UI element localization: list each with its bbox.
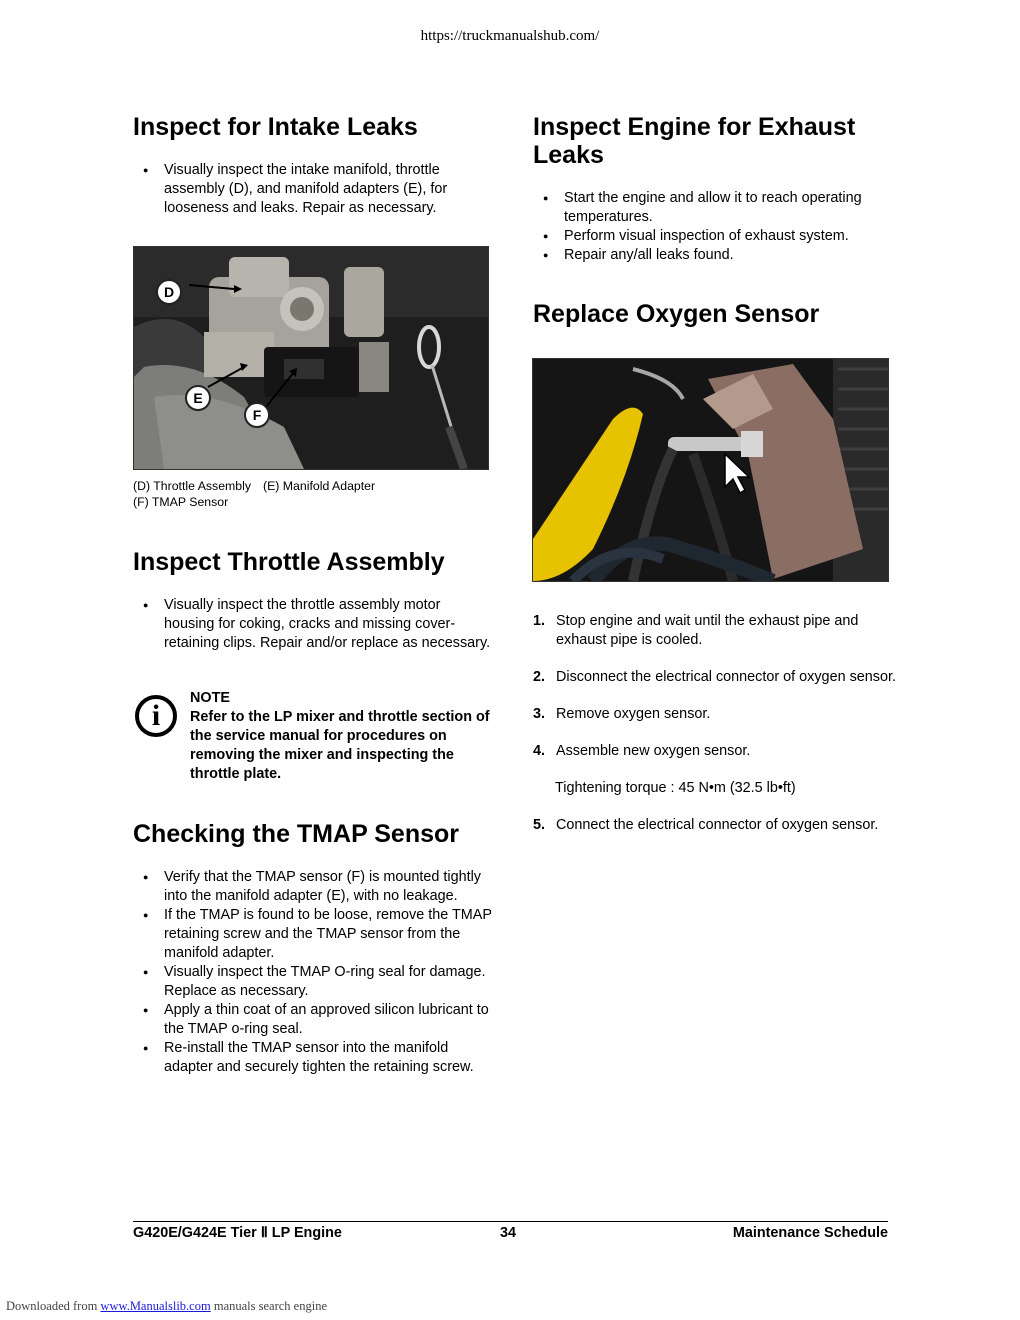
oxygen-steps [533,612,898,853]
callout-e: E [185,385,211,411]
section-exhaust-leaks [533,113,898,265]
step-number: 2. [533,669,546,685]
exhaust-bullets [533,189,898,265]
section-throttle-assembly [133,548,493,653]
heading-throttle-assembly: Inspect Throttle Assembly [133,548,445,576]
step-number: 5. [533,817,546,833]
callout-f: F [244,402,270,428]
list-item: ● Visually inspect the throttle assembly motor housing for coking, cracks and missing cover-retaining clips. Repair and/or replace as necessary. [133,596,493,653]
step-text: Stop engine and wait until the exhaust pipe and exhaust pipe is cooled. [556,613,859,648]
intake-bullets [133,161,493,218]
info-icon: i [135,695,177,737]
heading-oxygen-sensor: Replace Oxygen Sensor [533,300,820,328]
section-tmap-sensor [133,820,493,1077]
download-credit [6,1299,327,1314]
throttle-bullets [133,596,493,653]
caption-throttle-assembly: (D) Throttle Assembly [133,479,251,493]
footer-engine-model: G420E/G424E Tier Ⅱ LP Engine [133,1225,342,1241]
step-number: 3. [533,706,546,722]
callout-d: D [156,279,182,305]
throttle-assembly-photo [133,246,489,470]
step-text: Disconnect the electrical connector of oxygen sensor. [556,669,896,685]
steps-list-continued [533,816,898,835]
steps-list [533,612,898,761]
section-oxygen-sensor [533,300,898,328]
source-url[interactable]: https://truckmanualshub.com/ [420,28,600,44]
step-text: Assemble new oxygen sensor. [556,743,751,759]
caption-manifold-adapter: (E) Manifold Adapter [263,479,376,493]
heading-exhaust-leaks: Inspect Engine for Exhaust Leaks [533,113,856,169]
step-text: Remove oxygen sensor. [556,706,711,722]
manualslib-link[interactable]: www.Manualslib.com [100,1299,211,1313]
note-box [190,689,490,784]
step-text: Connect the electrical connector of oxygen sensor. [556,817,879,833]
heading-intake-leaks: Inspect for Intake Leaks [133,113,418,141]
step-number: 1. [533,613,546,629]
list-item: ● If the TMAP is found to be loose, remove the TMAP retaining screw and the TMAP sensor from the manifold adapter. [133,906,493,963]
exhaust-photo-illustration [533,359,888,581]
heading-tmap-sensor: Checking the TMAP Sensor [133,820,459,848]
tightening-torque: Tightening torque : 45 N•m (32.5 lb•ft) [555,780,796,796]
list-item: ● Visually inspect the intake manifold, throttle assembly (D), and manifold adapters (E), for looseness and leaks. Repair as necessary. [133,161,493,218]
step-item [533,742,898,761]
step-item [533,612,898,650]
list-item: ● Re-install the TMAP sensor into the manifold adapter and securely tighten the retaining screw. [133,1039,493,1077]
engine-photo-illustration [134,247,488,469]
note-heading: NOTE [190,690,230,706]
note-text: Refer to the LP mixer and throttle section of the service manual for procedures on removing the mixer and inspecting the throttle plate. [190,709,490,782]
list-item: ● Visually inspect the TMAP O-ring seal for damage. Replace as necessary. [133,963,493,1001]
page-number: 34 [500,1225,517,1241]
step-item [533,705,898,724]
tmap-bullets [133,868,493,1077]
list-item: ● Apply a thin coat of an approved silicon lubricant to the TMAP o-ring seal. [133,1001,493,1039]
step-number: 4. [533,743,546,759]
step-item [533,668,898,687]
footer-section-name: Maintenance Schedule [732,1225,888,1241]
oxygen-sensor-photo [532,358,889,582]
step-item [533,816,936,835]
footer-divider [133,1221,888,1222]
list-item: ● Start the engine and allow it to reach operating temperatures. [533,189,898,227]
section-intake-leaks [133,113,493,218]
credit-suffix: manuals search engine [213,1299,327,1313]
list-item: ● Perform visual inspection of exhaust system. [533,227,898,246]
photo-caption [133,478,493,510]
list-item: ● Verify that the TMAP sensor (F) is mounted tightly into the manifold adapter (E), with no leakage. [133,868,493,906]
caption-tmap-sensor: (F) TMAP Sensor [133,495,229,509]
credit-prefix: Downloaded from [6,1299,98,1313]
list-item: ● Repair any/all leaks found. [533,246,898,265]
